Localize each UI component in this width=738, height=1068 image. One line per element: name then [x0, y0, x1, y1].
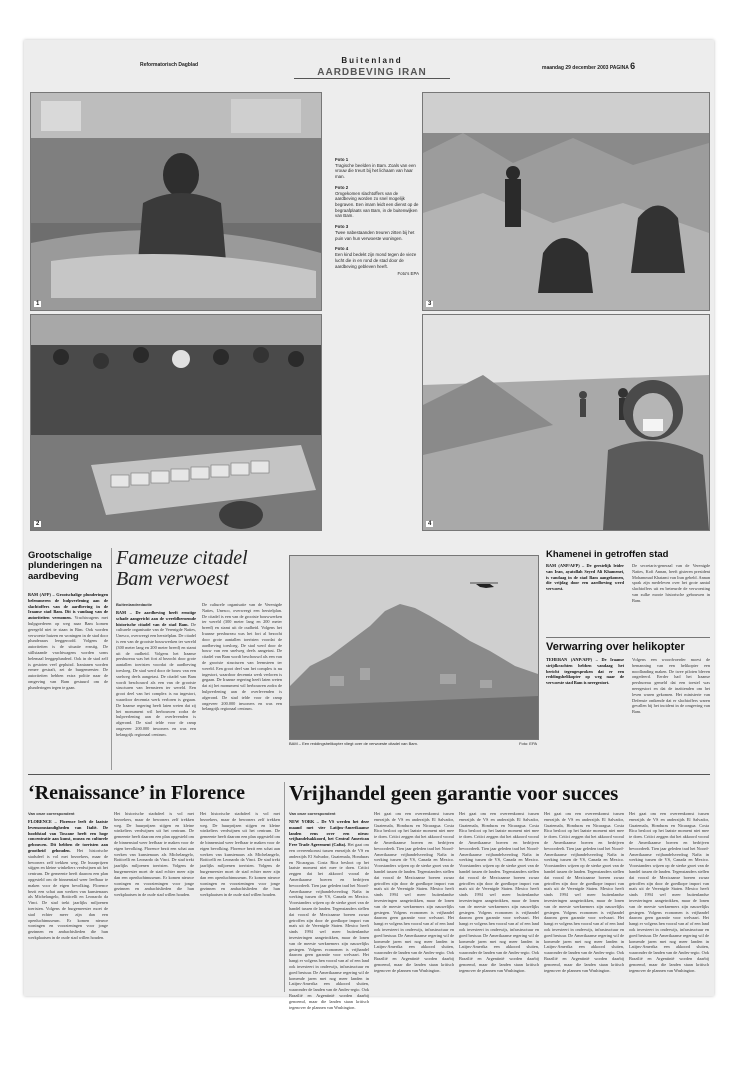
article-freetrade-col-4 [544, 811, 624, 991]
helicopter-lead: TEHERAN (ANP/AFP) – De Iraanse strijdkrachten hebben vandaag het bericht tegengesproken dat er een reddingshelikopter op weg naar de verwoeste stad Bam is neergestort. [546, 657, 624, 686]
freetrade-body-cont-3: Het gaat om een overeenkomst tussen enerzijds de VS en anderzijds El Salvador, Guatemala, Honduras en Nicaragua. Costa Rica besloot op het laatste moment niet mee te doen. Critici zeggen dat het akkoord vooral de Amerikaanse boeren en bedrijven bevoordeelt. Tien jaar geleden trad het Noord-Amerikaanse vrijhandelsverdrag Nafta in werking tussen de VS, Canada en Mexico. Voorstanders wijzen op de sterke groei van de handel tussen de landen. Tegenstanders stellen dat vooral de Mexicaanse boeren zwaar getroffen zijn door de goedkope import van maïs uit de Verenigde Staten. Mexico heeft sinds 1994 wel meer buitenlandse investeringen aangetrokken, maar de lonen van de meeste werknemers zijn nauwelijks gestegen. Volgens economen is vrijhandel daarom geen garantie voor welvaart. Het hangt er volgens hen vooral van af of een land ook investeert in onderwijs, infrastructuur en goed bestuur. De Amerikaanse regering wil de komende jaren met nog meer landen in Latijns-Amerika een akkoord sluiten, waaronder de landen van de Andes-regio. Ook Brazilië en Argentinië worden daarbij genoemd, maar die landen staan kritisch tegenover de plannen van Washington. [544, 811, 624, 973]
paper-name: Reformatorisch Dagblad [140, 62, 199, 68]
headline-renaissance: ‘Renaissance’ in Florence [28, 782, 246, 804]
freetrade-byline: Van onze correspondent [289, 811, 336, 816]
photo-1 [30, 92, 322, 311]
column-rule [111, 548, 112, 770]
helicopter-body: Volgens een woordvoerder moest de bemanning van een helikopter een noodlanding maken. De twee piloten bleven ongedeerd. Eerder had het Iraanse persbureau gemeld dat een toestel was neergestort en dat de inzittenden om het leven waren gekomen. Het ministerie van Defensie ontkende dat er slachtoffers waren gevallen bij het incident in de omgeving van Bam. [632, 657, 710, 715]
article-citadel-col-1 [116, 602, 196, 770]
freetrade-body: Het gaat om een overeenkomst tussen enerzijds de VS en anderzijds El Salvador, Guatemala, Honduras en Nicaragua. Costa Rica besloot op het laatste moment niet mee te doen. Critici zeggen dat het akkoord vooral de Amerikaanse boeren en bedrijven bevoordeelt. Tien jaar geleden trad het Noord-Amerikaanse vrijhandelsverdrag Nafta in werking tussen de VS, Canada en Mexico. Voorstanders wijzen op de sterke groei van de handel tussen de landen. Tegenstanders stellen dat vooral de Mexicaanse boeren zwaar getroffen zijn door de goedkope import van maïs uit de Verenigde Staten. Mexico heeft sinds 1994 wel meer buitenlandse investeringen aangetrokken, maar de lonen van de meeste werknemers zijn nauwelijks gestegen. Volgens economen is vrijhandel daarom geen garantie voor welvaart. Het hangt er volgens hen vooral van af of een land ook investeert in onderwijs, infrastructuur en goed bestuur. De Amerikaanse regering wil de komende jaren met nog meer landen in Latijns-Amerika een akkoord sluiten, waaronder de landen van de Andes-regio. Ook Brazilië en Argentinië worden daarbij genoemd, maar die landen staan kritisch tegenover de plannen van Washington. [289, 842, 370, 1010]
article-renaissance-col-1 [28, 811, 108, 991]
caption-4-label: Foto 4 [335, 246, 349, 252]
article-freetrade-col-2 [374, 811, 454, 991]
citadel-byline: Buitenlandredactie [116, 602, 153, 607]
photo-2-number: 2 [36, 521, 40, 527]
caption-2-text: Omgekomen slachtoffers van de aardbeving worden zo snel mogelijk begraven. Een imam leidt een dienst op de begraafplaats van Bam, in de buitenwijken van Bam. [335, 190, 419, 219]
bottom-section-rule [28, 774, 710, 775]
article-helicopter-col-2 [632, 657, 710, 769]
headline-khamenei: Khamenei in getroffen stad [546, 549, 669, 560]
page-number: 6 [630, 61, 636, 71]
captions-credit: Foto's EPA [397, 271, 419, 277]
photo-captions [335, 152, 419, 277]
caption-2-label: Foto 2 [335, 184, 349, 190]
helicopter-credit: Foto: EPA [519, 741, 537, 746]
article-renaissance-col-3 [200, 811, 280, 991]
photo-2-image [31, 315, 321, 530]
photo-3-number: 3 [428, 301, 432, 307]
photo-1-image [31, 93, 321, 310]
photo-4-number: 4 [428, 521, 432, 527]
article-freetrade-col-5 [629, 811, 709, 991]
headline-freetrade: Vrijhandel geen garantie voor succes [289, 781, 619, 805]
column-rule-2 [284, 782, 285, 992]
masthead-rule [294, 78, 450, 79]
article-freetrade-col-3 [459, 811, 539, 991]
photo-4 [422, 314, 710, 531]
article-citadel-col-2 [202, 602, 282, 770]
citadel-lead: BAM – De aardbeving heeft ernstige schade aangericht aan de wereldberoemde historische citadel van de stad Bam. [116, 610, 196, 627]
date: maandag 29 december 2003 [542, 65, 609, 71]
renaissance-body-cont: Het historische stadsdeel is vol met bezoekers, maar de bewoners zelf trekken weg. De huurprijzen stijgen en kleine winkeliers verdwijnen uit het centrum. De gemeente heeft daarom een plan opgesteld om de binnenstad weer leefbaar te maken voor de eigen bevolking. Florence bezit een schat aan werken van kunstenaars als Michelangelo, Botticelli en Leonardo da Vinci. De stad trekt jaarlijks miljoenen toeristen. Volgens de burgemeester moet de stad echter meer zijn dan een openluchtmuseum. Er komen nieuwe woningen en voorzieningen voor jonge gezinnen en ambachtslieden die hun werkplaatsen in de oude stad willen houden. [114, 811, 194, 898]
helicopter-caption: BAM – Een reddingshelikopter vliegt over de verwoeste citadel van Bam. [289, 741, 418, 746]
citadel-body: De culturele organisatie van de Verenigde Naties, Unesco, overweegt een herstelplan. De citadel is een van de grootste bouwwerken ter wereld (300 meter lang en 200 meter breed) en stamt uit de oudheid. Volgens het Iraanse persbureau was het fort al bezocht door grote aantallen toeristen voordat de aardbeving toesloeg. De stad werd door de bouw van een snelweg deels aangetast. De citadel van Bam wordt beschouwd als een van de grootste structuren van leemsteen ter wereld. Een groot deel van het complex is nu ingestort, waardoor decennia werk verloren is gegaan. De Iraanse regering heeft laten weten dat zij het monument wil herbouwen zodra de hulpverlening aan de overlevenden is afgerond. De stad telde voor de ramp ongeveer 200.000 inwoners en was een belangrijk regionaal centrum. [116, 621, 196, 737]
photo-3-image [423, 93, 709, 310]
date-line [542, 61, 635, 71]
article-khamenei-col-1 [546, 563, 624, 635]
renaissance-body: Het historische stadsdeel is vol met bezoekers, maar de bewoners zelf trekken weg. De huurprijzen stijgen en kleine winkeliers verdwijnen uit het centrum. De gemeente heeft daarom een plan opgesteld om de binnenstad weer leefbaar te maken voor de eigen bevolking. Florence bezit een schat aan werken van kunstenaars als Michelangelo, Botticelli en Leonardo da Vinci. De stad trekt jaarlijks miljoenen toeristen. Volgens de burgemeester moet de stad echter meer zijn dan een openluchtmuseum. Er komen nieuwe woningen en voorzieningen voor jonge gezinnen en ambachtslieden die hun werkplaatsen in de oude stad willen houden. [28, 847, 108, 940]
caption-4-text: Een kind bedekt zijn mond tegen de vieze lucht die in en rond de stad door de aardbeving gebleven heeft. [335, 252, 417, 269]
photo-1-number: 1 [36, 301, 40, 307]
subsection-title: AARDBEVING IRAN [317, 67, 427, 78]
photo-3 [422, 92, 710, 311]
freetrade-lead: NEW YORK – De VS werden het deze maand met vier Latijns-Amerikaanse landen eens over een nieuw vrijhandelsakkoord, het Central American Free Trade Agreement (Cafta). [289, 819, 369, 848]
article-freetrade-col-1 [289, 811, 370, 1010]
headline-helicopter: Verwarring over helikopter [546, 641, 685, 653]
citadel-body-cont: De culturele organisatie van de Verenigde Naties, Unesco, overweegt een herstelplan. De citadel is een van de grootste bouwwerken ter wereld (300 meter lang en 200 meter breed) en stamt uit de oudheid. Volgens het Iraanse persbureau was het fort al bezocht door grote aantallen toeristen voordat de aardbeving toesloeg. De stad werd door de bouw van een snelweg deels aangetast. De citadel van Bam wordt beschouwd als een van de grootste structuren van leemsteen ter wereld. Een groot deel van het complex is nu ingestort, waardoor decennia werk verloren is gegaan. De Iraanse regering heeft laten weten dat zij het monument wil herbouwen zodra de hulpverlening aan de overlevenden is afgerond. De stad telde voor de ramp ongeveer 200.000 inwoners en was een belangrijk regionaal centrum. [202, 602, 282, 712]
newspaper-page [24, 40, 714, 1010]
caption-3-text: Twee nabestaanden treuren zitten bij het puin van hun verwoeste woningen. [335, 229, 415, 241]
photo-2 [30, 314, 322, 531]
caption-1-text: Tragische beelden in Bam. Zoals van een vrouw die treurt bij het lichaam van haar man. [335, 162, 416, 180]
freetrade-body-cont-4: Het gaat om een overeenkomst tussen enerzijds de VS en anderzijds El Salvador, Guatemala, Honduras en Nicaragua. Costa Rica besloot op het laatste moment niet mee te doen. Critici zeggen dat het akkoord vooral de Amerikaanse boeren en bedrijven bevoordeelt. Tien jaar geleden trad het Noord-Amerikaanse vrijhandelsverdrag Nafta in werking tussen de VS, Canada en Mexico. Voorstanders wijzen op de sterke groei van de handel tussen de landen. Tegenstanders stellen dat vooral de Mexicaanse boeren zwaar getroffen zijn door de goedkope import van maïs uit de Verenigde Staten. Mexico heeft sinds 1994 wel meer buitenlandse investeringen aangetrokken, maar de lonen van de meeste werknemers zijn nauwelijks gestegen. Volgens economen is vrijhandel daarom geen garantie voor welvaart. Het hangt er volgens hen vooral van af of een land ook investeert in onderwijs, infrastructuur en goed bestuur. De Amerikaanse regering wil de komende jaren met nog meer landen in Latijns-Amerika een akkoord sluiten, waaronder de landen van de Andes-regio. Ook Brazilië en Argentinië worden daarbij genoemd, maar die landen staan kritisch tegenover de plannen van Washington. [629, 811, 709, 973]
article-helicopter-col-1 [546, 657, 624, 769]
khamenei-body: De secretaris-generaal van de Verenigde Naties, Kofi Annan, heeft gisteren president Mohammad Khatami van Iran gebeld. Annan sprak zijn medeleven over het grote aantal slachtoffers uit en betreurde de verwoesting van zulke mooie historische gebouwen in Bam. [632, 563, 710, 603]
khamenei-lead: BAM (ANP/AFP) – De geestelijk leider van Iran, ayatollah Seyed Ali Khamenei, is vandaag in de stad Bam aangekomen, die vrijdag door een aardbeving werd verwoest. [546, 563, 624, 592]
renaissance-byline: Van onze correspondent [28, 811, 75, 816]
headline-citadel: Fameuze citadel Bam verwoest [116, 547, 248, 590]
plunder-body: Vrachtwagens met hulpgoederen op weg naar Bam komen geregeld niet te staan in Bim. Ook worden verwoeste huizen en woningen in de stad door plunderaars leeggeroofd. Volgens de autoriteiten is de situatie ernstig. De stillstaande vrachtwagens worden soms helemaal leeggeplunderd. Ook in de stad zelf is gestoten veel gepluisd. Iranianen worden ermee gestraft, zei de burgemeester. De autoriteiten hebben extra politie naar de omgeving van Bam gestuurd om de plunderingen tegen te gaan. [28, 615, 108, 690]
article-renaissance-col-2 [114, 811, 194, 991]
helicopter-photo [289, 555, 539, 740]
article-khamenei-col-2 [632, 563, 710, 635]
page-label: PAGINA [609, 65, 629, 71]
renaissance-lead: FLORENCE – Florence leeft de laatste levensomstandigheden van Italië. De hoofdstad van Toscane heeft een hoge concentratie aan kunst, musea en culturele gebouwen. Dit hebben de toeristen aan grootheid gehouden. [28, 819, 108, 853]
renaissance-body-cont-2: Het historische stadsdeel is vol met bezoekers, maar de bewoners zelf trekken weg. De huurprijzen stijgen en kleine winkeliers verdwijnen uit het centrum. De gemeente heeft daarom een plan opgesteld om de binnenstad weer leefbaar te maken voor de eigen bevolking. Florence bezit een schat aan werken van kunstenaars als Michelangelo, Botticelli en Leonardo da Vinci. De stad trekt jaarlijks miljoenen toeristen. Volgens de burgemeester moet de stad echter meer zijn dan een openluchtmuseum. Er komen nieuwe woningen en voorzieningen voor jonge gezinnen en ambachtslieden die hun werkplaatsen in de oude stad willen houden. [200, 811, 280, 898]
helicopter-photo-image [290, 556, 538, 739]
photo-4-image [423, 315, 709, 530]
section-title: Buitenland [341, 56, 403, 65]
plunder-lead: BAM (AFP) – Grootschalige plunderingen belemmeren de hulpverlening aan de slachtoffers van de aardbeving in de Iraanse stad Bam. Dit is vandaag van de autoriteiten vernomen. [28, 592, 108, 621]
freetrade-body-cont: Het gaat om een overeenkomst tussen enerzijds de VS en anderzijds El Salvador, Guatemala, Honduras en Nicaragua. Costa Rica besloot op het laatste moment niet mee te doen. Critici zeggen dat het akkoord vooral de Amerikaanse boeren en bedrijven bevoordeelt. Tien jaar geleden trad het Noord-Amerikaanse vrijhandelsverdrag Nafta in werking tussen de VS, Canada en Mexico. Voorstanders wijzen op de sterke groei van de handel tussen de landen. Tegenstanders stellen dat vooral de Mexicaanse boeren zwaar getroffen zijn door de goedkope import van maïs uit de Verenigde Staten. Mexico heeft sinds 1994 wel meer buitenlandse investeringen aangetrokken, maar de lonen van de meeste werknemers zijn nauwelijks gestegen. Volgens economen is vrijhandel daarom geen garantie voor welvaart. Het hangt er volgens hen vooral van af of een land ook investeert in onderwijs, infrastructuur en goed bestuur. De Amerikaanse regering wil de komende jaren met nog meer landen in Latijns-Amerika een akkoord sluiten, waaronder de landen van de Andes-regio. Ook Brazilië en Argentinië worden daarbij genoemd, maar die landen staan kritisch tegenover de plannen van Washington. [374, 811, 454, 973]
caption-1-label: Foto 1 [335, 157, 349, 162]
freetrade-body-cont-2: Het gaat om een overeenkomst tussen enerzijds de VS en anderzijds El Salvador, Guatemala, Honduras en Nicaragua. Costa Rica besloot op het laatste moment niet mee te doen. Critici zeggen dat het akkoord vooral de Amerikaanse boeren en bedrijven bevoordeelt. Tien jaar geleden trad het Noord-Amerikaanse vrijhandelsverdrag Nafta in werking tussen de VS, Canada en Mexico. Voorstanders wijzen op de sterke groei van de handel tussen de landen. Tegenstanders stellen dat vooral de Mexicaanse boeren zwaar getroffen zijn door de goedkope import van maïs uit de Verenigde Staten. Mexico heeft sinds 1994 wel meer buitenlandse investeringen aangetrokken, maar de lonen van de meeste werknemers zijn nauwelijks gestegen. Volgens economen is vrijhandel daarom geen garantie voor welvaart. Het hangt er volgens hen vooral van af of een land ook investeert in onderwijs, infrastructuur en goed bestuur. De Amerikaanse regering wil de komende jaren met nog meer landen in Latijns-Amerika een akkoord sluiten, waaronder de landen van de Andes-regio. Ook Brazilië en Argentinië worden daarbij genoemd, maar die landen staan kritisch tegenover de plannen van Washington. [459, 811, 539, 973]
headline-plunder: Grootschalige plunderingen na aardbeving [28, 550, 102, 582]
caption-3-label: Foto 3 [335, 224, 349, 230]
khamenei-rule [546, 637, 710, 638]
article-plunder-text [28, 592, 108, 772]
